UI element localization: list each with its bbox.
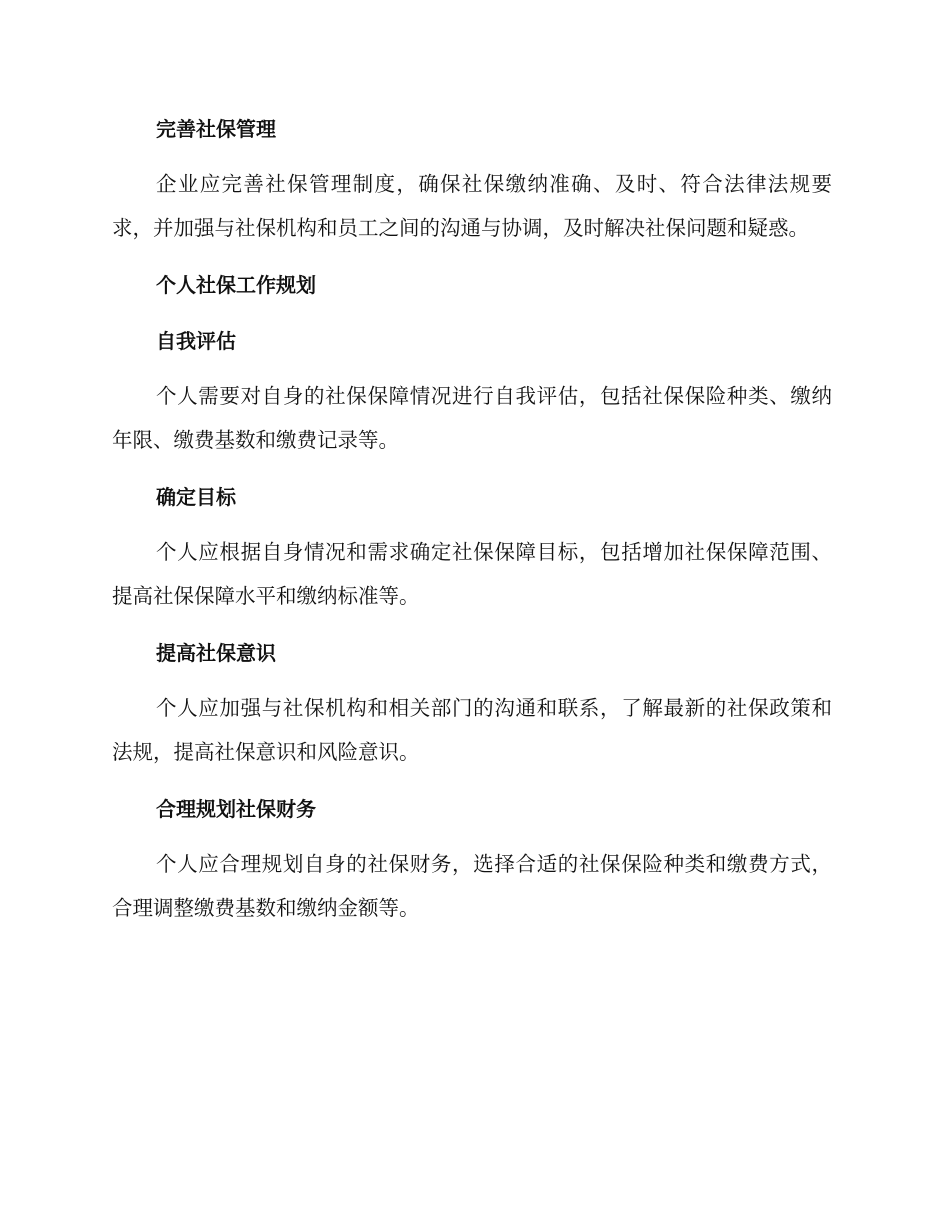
- section-heading-financial-planning: 合理规划社保财务: [156, 797, 316, 821]
- section-heading-raise-awareness: 提高社保意识: [156, 641, 276, 665]
- section-heading-personal-plan: 个人社保工作规划: [156, 273, 316, 297]
- section-paragraph-raise-awareness: 个人应加强与社保机构和相关部门的沟通和联系，了解最新的社保政策和法规，提高社保意识和风险意识。: [112, 696, 832, 764]
- section-paragraph-self-assessment: 个人需要对自身的社保保障情况进行自我评估，包括社保保险种类、缴纳年限、缴费基数和缴费记录等。: [112, 384, 832, 452]
- section-heading-social-security-management: 完善社保管理: [156, 117, 276, 141]
- section-paragraph-social-security-management: 企业应完善社保管理制度，确保社保缴纳准确、及时、符合法律法规要求，并加强与社保机构和员工之间的沟通与协调，及时解决社保问题和疑惑。: [112, 172, 832, 240]
- section-paragraph-financial-planning: 个人应合理规划自身的社保财务，选择合适的社保保险种类和缴费方式，合理调整缴费基数和缴纳金额等。: [112, 852, 832, 920]
- section-heading-self-assessment: 自我评估: [156, 329, 236, 353]
- section-heading-set-goals: 确定目标: [156, 485, 236, 509]
- document-body: [112, 112, 832, 930]
- section-paragraph-set-goals: 个人应根据自身情况和需求确定社保保障目标，包括增加社保保障范围、提高社保保障水平和缴纳标准等。: [112, 540, 832, 608]
